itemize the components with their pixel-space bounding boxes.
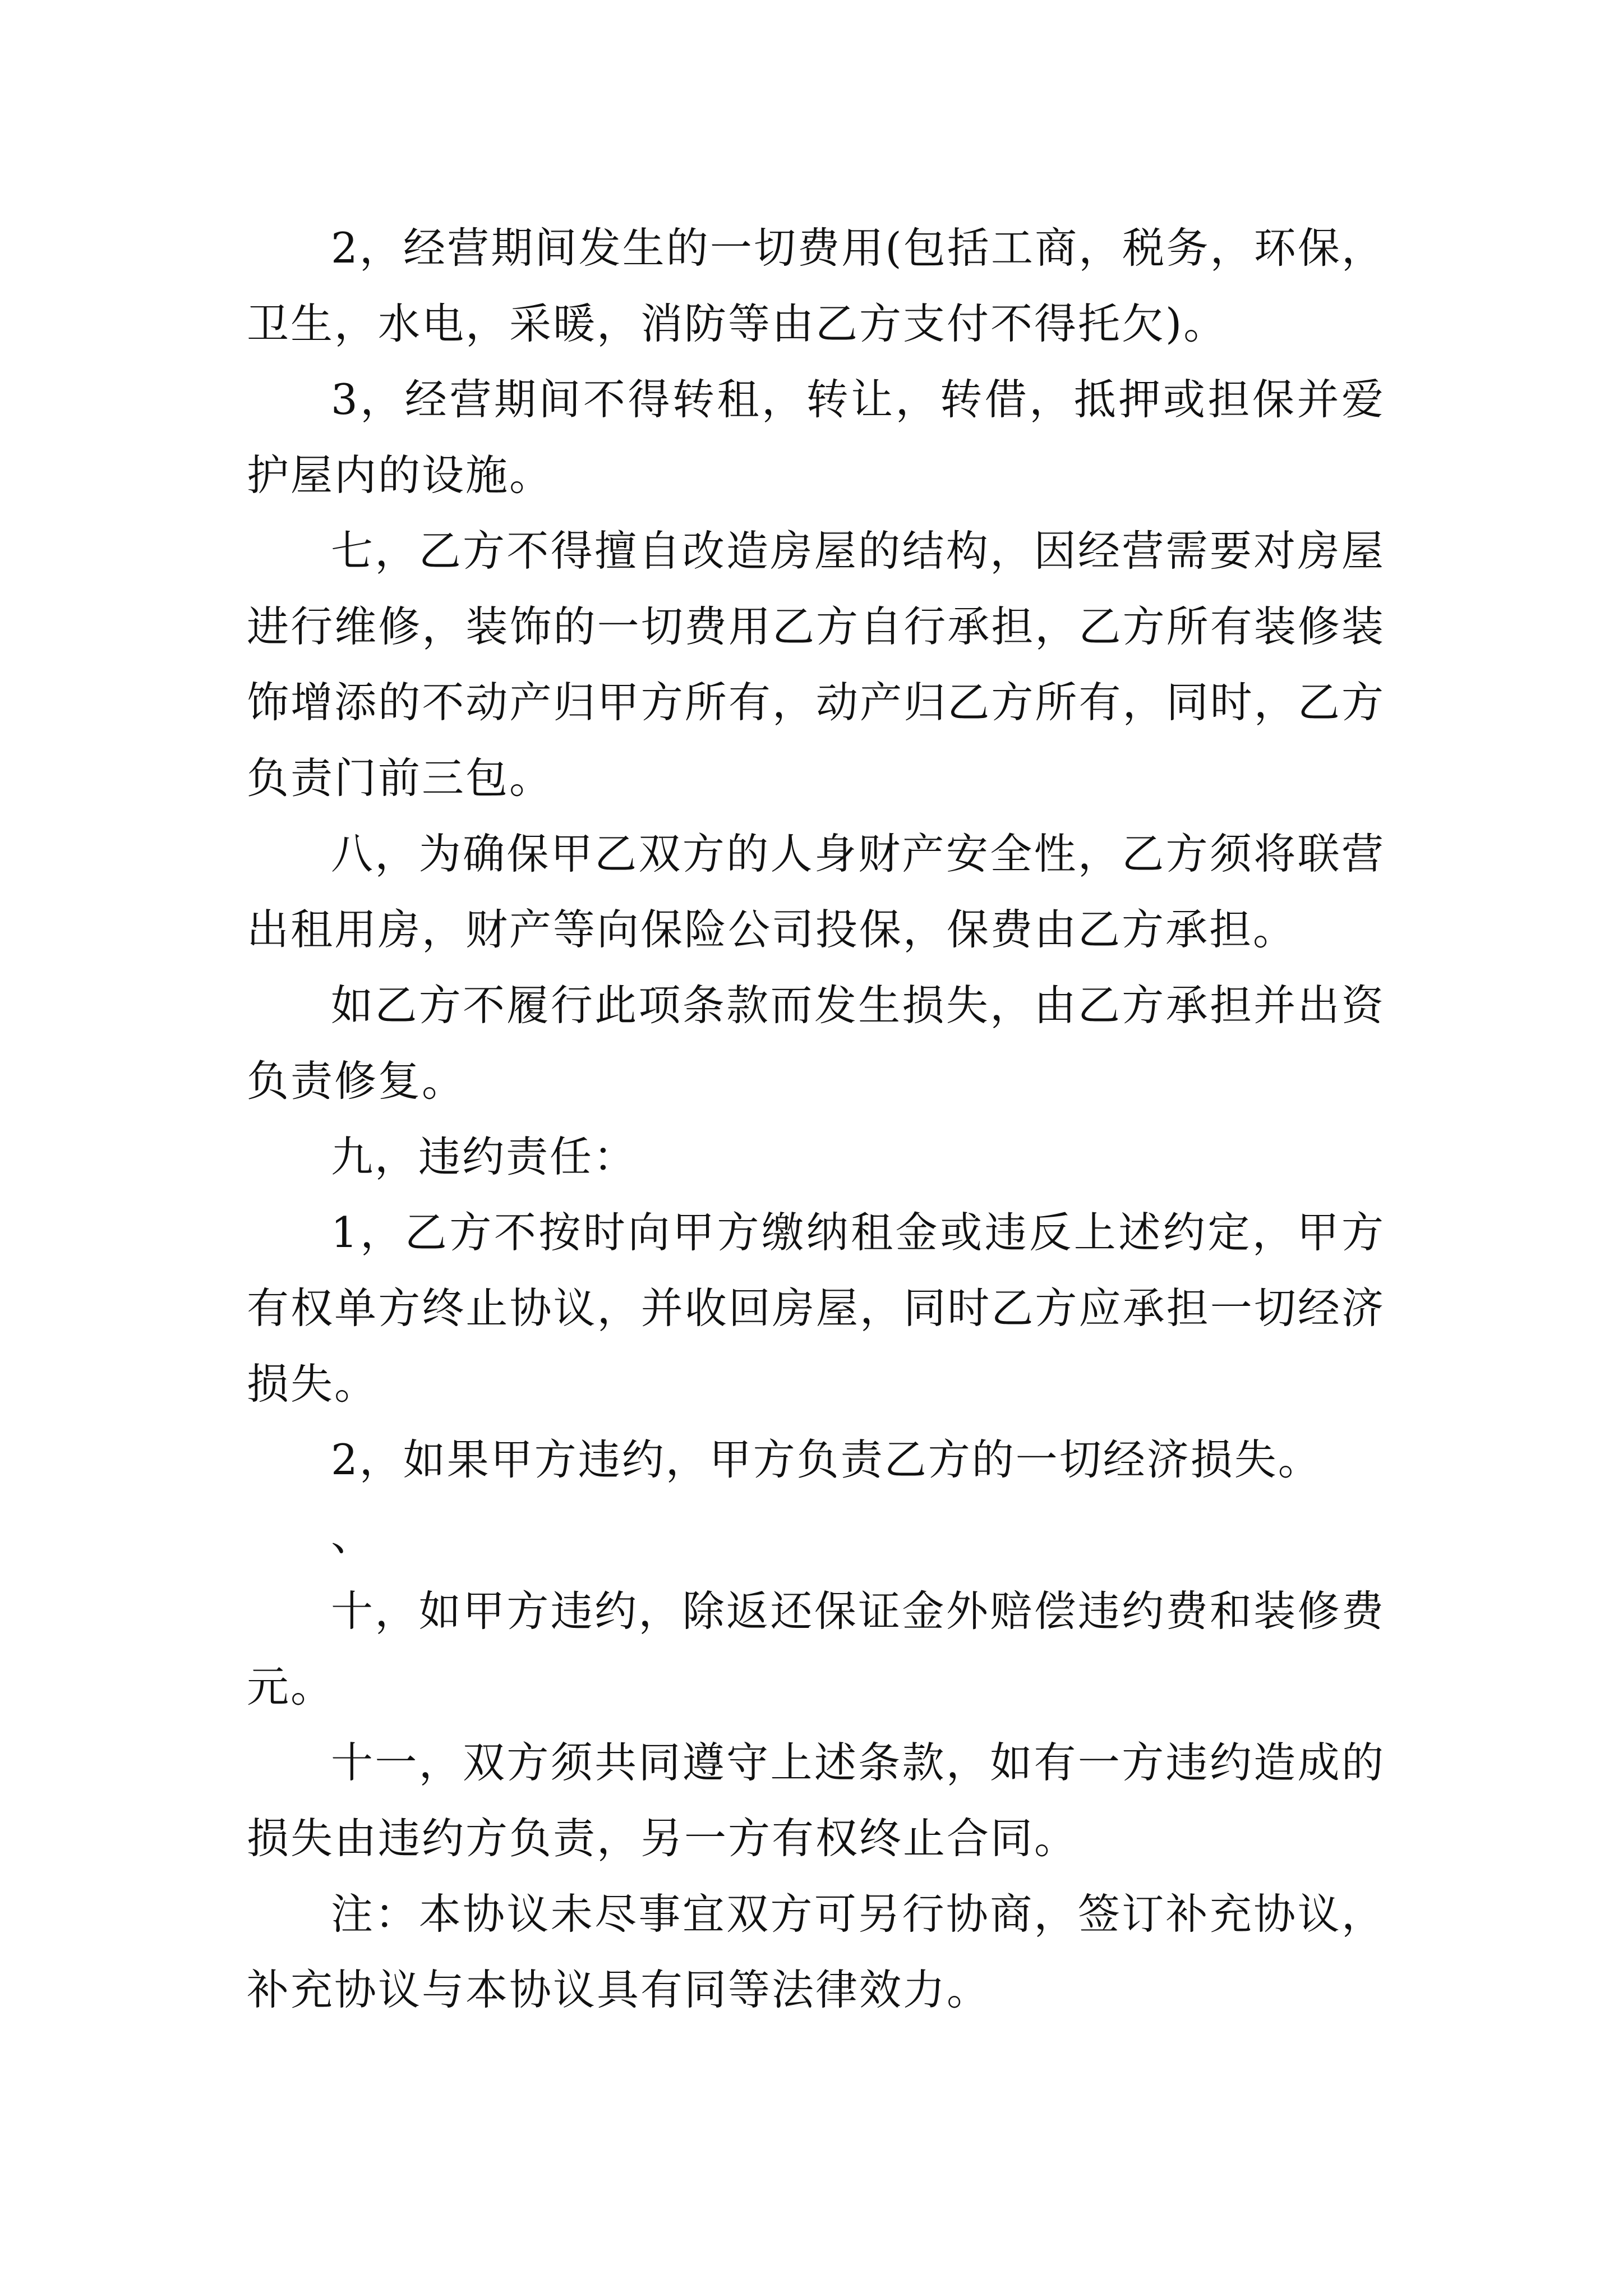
paragraph-breach-party-b: 1，乙方不按时向甲方缴纳租金或违反上述约定，甲方有权单方终止协议，并收回房屋，同时乙方应承担一切经济损失。 [247,1208,1385,1409]
paragraph-clause-ten: 十，如甲方违约，除返还保证金外赔偿违约费和装修费元。 [247,1586,1385,1711]
paragraph-clause-eleven: 十一，双方须共同遵守上述条款，如有一方违约造成的损失由违约方负责，另一方有权终止合同。 [247,1738,1385,1863]
paragraph-fees: 2，经营期间发生的一切费用(包括工商，税务，环保，卫生，水电，采暖，消防等由乙方支付不得托欠)。 [247,223,1385,348]
paragraph-clause-seven: 七，乙方不得擅自改造房屋的结构，因经营需要对房屋进行维修，装饰的一切费用乙方自行承担，乙方所有装修装饰增添的不动产归甲方所有，动产归乙方所有，同时，乙方负责门前三包。 [247,526,1385,803]
paragraph-clause-nine-heading: 九，违约责任： [331,1132,638,1181]
paragraph-note: 注：本协议未尽事宜双方可另行协商，签订补充协议，补充协议与本协议具有同等法律效力。 [247,1889,1385,2014]
paragraph-clause-eight: 八，为确保甲乙双方的人身财产安全性，乙方须将联营出租用房，财产等向保险公司投保，保费由乙方承担。 [247,829,1385,954]
document-body [247,210,1385,2028]
paragraph-no-sublet: 3，经营期间不得转租，转让，转借，抵押或担保并爱护屋内的设施。 [247,375,1385,500]
paragraph-stray-mark: 、 [331,1511,375,1560]
paragraph-loss-repair: 如乙方不履行此项条款而发生损失，由乙方承担并出资负责修复。 [247,981,1385,1106]
paragraph-breach-party-a: 2，如果甲方违约，甲方负责乙方的一切经济损失。 [331,1435,1322,1484]
